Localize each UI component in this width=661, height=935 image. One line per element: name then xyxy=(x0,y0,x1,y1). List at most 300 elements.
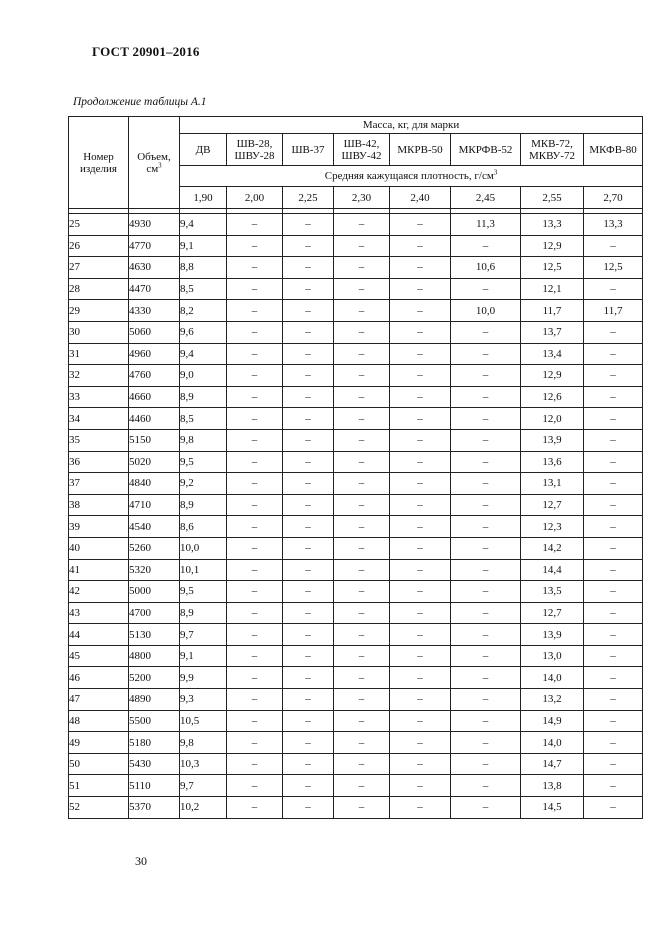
table-cell: 5430 xyxy=(129,753,180,775)
header-volume-sup: 3 xyxy=(158,160,162,169)
table-cell: – xyxy=(227,581,283,603)
table-cell: – xyxy=(390,473,451,495)
header-item-number: Номер изделия xyxy=(69,117,129,209)
table-cell: – xyxy=(451,343,521,365)
table-cell: – xyxy=(451,408,521,430)
table-cell: 9,9 xyxy=(180,667,227,689)
header-density-sup: 3 xyxy=(493,168,498,177)
table-cell: 52 xyxy=(69,797,129,819)
table-cell: – xyxy=(584,732,643,754)
table-cell: 13,2 xyxy=(521,689,584,711)
table-cell: – xyxy=(283,451,334,473)
table-cell: 42 xyxy=(69,581,129,603)
table-cell: – xyxy=(451,494,521,516)
table-cell: 8,8 xyxy=(180,257,227,279)
table-cell: 4700 xyxy=(129,602,180,624)
table-cell: 10,6 xyxy=(451,257,521,279)
table-cell: 5110 xyxy=(129,775,180,797)
table-row xyxy=(69,753,643,775)
table-cell: – xyxy=(334,451,390,473)
table-cell: – xyxy=(283,343,334,365)
table-cell: – xyxy=(334,386,390,408)
table-cell: 28 xyxy=(69,278,129,300)
table-cell: 51 xyxy=(69,775,129,797)
table-cell: – xyxy=(334,429,390,451)
table-cell: 40 xyxy=(69,537,129,559)
table-cell: – xyxy=(283,710,334,732)
table-cell: 9,1 xyxy=(180,235,227,257)
table-cell: – xyxy=(227,473,283,495)
table-cell: – xyxy=(390,537,451,559)
table-cell: – xyxy=(584,494,643,516)
table-cell: 5000 xyxy=(129,581,180,603)
table-cell: – xyxy=(390,516,451,538)
table-cell: – xyxy=(451,365,521,387)
table-cell: 4800 xyxy=(129,645,180,667)
table-cell: 9,4 xyxy=(180,214,227,236)
table-cell: – xyxy=(584,559,643,581)
table-row xyxy=(69,214,643,236)
header-density-value: 2,70 xyxy=(584,187,643,209)
header-mass: Масса, кг, для марки xyxy=(180,117,643,134)
table-cell: – xyxy=(283,386,334,408)
table-cell: – xyxy=(584,710,643,732)
table-cell: 5060 xyxy=(129,321,180,343)
table-cell: – xyxy=(283,365,334,387)
table-cell: – xyxy=(283,257,334,279)
table-cell: 8,2 xyxy=(180,300,227,322)
table-cell: 10,3 xyxy=(180,753,227,775)
table-row xyxy=(69,408,643,430)
table-cell: – xyxy=(451,386,521,408)
table-cell: 45 xyxy=(69,645,129,667)
table-cell: – xyxy=(227,667,283,689)
table-cell: – xyxy=(283,689,334,711)
table-cell: 5320 xyxy=(129,559,180,581)
data-table xyxy=(68,116,643,819)
table-cell: – xyxy=(334,257,390,279)
table-cell: 11,7 xyxy=(521,300,584,322)
table-cell: 34 xyxy=(69,408,129,430)
table-cell: – xyxy=(283,624,334,646)
header-density xyxy=(180,166,643,187)
table-cell: 5500 xyxy=(129,710,180,732)
table-caption: Продолжение таблицы А.1 xyxy=(73,96,207,108)
table-cell: – xyxy=(227,537,283,559)
table-cell: – xyxy=(390,214,451,236)
table-cell: – xyxy=(227,343,283,365)
table-cell: – xyxy=(390,645,451,667)
table-cell: – xyxy=(334,624,390,646)
table-cell: – xyxy=(334,278,390,300)
table-cell: 12,9 xyxy=(521,365,584,387)
table-cell: – xyxy=(227,278,283,300)
table-cell: 4960 xyxy=(129,343,180,365)
table-cell: 12,1 xyxy=(521,278,584,300)
table-cell: – xyxy=(334,667,390,689)
table-cell: – xyxy=(584,797,643,819)
table-cell: – xyxy=(334,753,390,775)
table-row xyxy=(69,602,643,624)
table-cell: – xyxy=(334,710,390,732)
table-cell: 9,5 xyxy=(180,581,227,603)
header-density-value: 1,90 xyxy=(180,187,227,209)
table-cell: – xyxy=(584,473,643,495)
table-cell: – xyxy=(334,581,390,603)
table-cell: – xyxy=(227,753,283,775)
table-cell: 13,0 xyxy=(521,645,584,667)
table-cell: – xyxy=(334,300,390,322)
table-cell: – xyxy=(227,408,283,430)
table-cell: – xyxy=(451,732,521,754)
header-grade: ШВ-37 xyxy=(283,134,334,166)
table-cell: 35 xyxy=(69,429,129,451)
table-cell: – xyxy=(390,710,451,732)
table-cell: – xyxy=(283,775,334,797)
table-cell: – xyxy=(451,235,521,257)
table-cell: – xyxy=(390,429,451,451)
table-cell: – xyxy=(390,689,451,711)
table-cell: – xyxy=(283,753,334,775)
table-cell: – xyxy=(227,257,283,279)
table-row xyxy=(69,278,643,300)
table-cell: – xyxy=(390,321,451,343)
header-grade: МКФВ-80 xyxy=(584,134,643,166)
table-cell: – xyxy=(334,559,390,581)
table-cell: – xyxy=(584,667,643,689)
table-cell: – xyxy=(390,343,451,365)
table-cell: 4770 xyxy=(129,235,180,257)
table-cell: – xyxy=(227,559,283,581)
table-cell: – xyxy=(451,473,521,495)
table-cell: – xyxy=(283,645,334,667)
table-cell: 5200 xyxy=(129,667,180,689)
table-cell: – xyxy=(283,581,334,603)
table-cell: – xyxy=(227,624,283,646)
table-cell: 9,7 xyxy=(180,624,227,646)
table-cell: – xyxy=(451,710,521,732)
table-cell: – xyxy=(390,753,451,775)
table-cell: 14,4 xyxy=(521,559,584,581)
table-cell: 9,8 xyxy=(180,429,227,451)
table-cell: – xyxy=(227,797,283,819)
table-row xyxy=(69,235,643,257)
table-row xyxy=(69,300,643,322)
table-cell: 4470 xyxy=(129,278,180,300)
table-cell: – xyxy=(334,797,390,819)
table-cell: 4840 xyxy=(129,473,180,495)
table-cell: 4630 xyxy=(129,257,180,279)
table-cell: – xyxy=(334,214,390,236)
table-cell: – xyxy=(227,365,283,387)
table-cell: 14,9 xyxy=(521,710,584,732)
table-cell: 4930 xyxy=(129,214,180,236)
table-row xyxy=(69,775,643,797)
table-cell: – xyxy=(283,602,334,624)
table-cell: – xyxy=(227,235,283,257)
table-cell: 13,3 xyxy=(584,214,643,236)
table-cell: 4760 xyxy=(129,365,180,387)
table-body xyxy=(69,209,643,819)
table-cell: 8,9 xyxy=(180,602,227,624)
table-cell: – xyxy=(451,516,521,538)
table-cell: 9,4 xyxy=(180,343,227,365)
table-row xyxy=(69,667,643,689)
table-cell: 13,9 xyxy=(521,429,584,451)
table-row xyxy=(69,257,643,279)
table-cell: 14,7 xyxy=(521,753,584,775)
table-row xyxy=(69,429,643,451)
header-grade: МКРВ-50 xyxy=(390,134,451,166)
table-cell: 8,6 xyxy=(180,516,227,538)
table-cell: – xyxy=(584,408,643,430)
table-row xyxy=(69,365,643,387)
table-cell: – xyxy=(334,689,390,711)
table-cell: – xyxy=(334,365,390,387)
table-cell: 13,5 xyxy=(521,581,584,603)
header-density-value: 2,55 xyxy=(521,187,584,209)
table-cell: – xyxy=(584,602,643,624)
table-cell: – xyxy=(334,645,390,667)
table-cell: – xyxy=(584,343,643,365)
table-cell: 9,6 xyxy=(180,321,227,343)
table-cell: – xyxy=(390,300,451,322)
table-cell: – xyxy=(334,408,390,430)
table-cell: 12,7 xyxy=(521,494,584,516)
header-density-value: 2,00 xyxy=(227,187,283,209)
table-cell: 12,5 xyxy=(521,257,584,279)
table-cell: – xyxy=(334,602,390,624)
table-cell: – xyxy=(584,645,643,667)
table-cell: 5020 xyxy=(129,451,180,473)
table-cell: – xyxy=(227,451,283,473)
table-cell: 50 xyxy=(69,753,129,775)
table-cell: – xyxy=(227,645,283,667)
table-cell: – xyxy=(451,429,521,451)
table-cell: – xyxy=(390,559,451,581)
table-cell: – xyxy=(334,235,390,257)
table-row xyxy=(69,797,643,819)
table-cell: – xyxy=(451,451,521,473)
table-cell: – xyxy=(451,602,521,624)
table-cell: 9,3 xyxy=(180,689,227,711)
table-cell: 5180 xyxy=(129,732,180,754)
table-cell: 38 xyxy=(69,494,129,516)
table-cell: – xyxy=(451,775,521,797)
table-cell: – xyxy=(390,451,451,473)
table-cell: 11,3 xyxy=(451,214,521,236)
table-cell: 14,5 xyxy=(521,797,584,819)
table-row xyxy=(69,451,643,473)
table-cell: – xyxy=(451,559,521,581)
table-cell: 41 xyxy=(69,559,129,581)
table-cell: 25 xyxy=(69,214,129,236)
table-cell: 14,0 xyxy=(521,667,584,689)
table-cell: 47 xyxy=(69,689,129,711)
table-cell: 5260 xyxy=(129,537,180,559)
header-volume xyxy=(129,117,180,209)
table-cell: 14,0 xyxy=(521,732,584,754)
table-cell: – xyxy=(283,732,334,754)
table-cell: – xyxy=(227,775,283,797)
table-cell: – xyxy=(451,797,521,819)
table-cell: – xyxy=(283,667,334,689)
table-cell: – xyxy=(451,689,521,711)
header-grade: ДВ xyxy=(180,134,227,166)
table-cell: – xyxy=(390,602,451,624)
table-cell: – xyxy=(283,516,334,538)
table-cell: – xyxy=(283,278,334,300)
table-cell: 13,3 xyxy=(521,214,584,236)
table-cell: 4540 xyxy=(129,516,180,538)
table-cell: – xyxy=(227,429,283,451)
table-cell: 27 xyxy=(69,257,129,279)
table-cell: 12,3 xyxy=(521,516,584,538)
table-cell: 4710 xyxy=(129,494,180,516)
table-cell: 4460 xyxy=(129,408,180,430)
header-grade: МКРФВ-52 xyxy=(451,134,521,166)
table-cell: 36 xyxy=(69,451,129,473)
table-cell: – xyxy=(283,235,334,257)
table-cell: 44 xyxy=(69,624,129,646)
table-cell: 39 xyxy=(69,516,129,538)
table-cell: 32 xyxy=(69,365,129,387)
table-cell: – xyxy=(451,537,521,559)
table-cell: – xyxy=(227,214,283,236)
table-cell: – xyxy=(283,473,334,495)
document-header: ГОСТ 20901–2016 xyxy=(92,44,200,59)
table-cell: 13,9 xyxy=(521,624,584,646)
table-row xyxy=(69,386,643,408)
table-cell: – xyxy=(584,537,643,559)
table-cell: 9,8 xyxy=(180,732,227,754)
table-cell: 29 xyxy=(69,300,129,322)
table-cell: 4890 xyxy=(129,689,180,711)
header-density-label: Средняя кажущаяся плотность, г/см xyxy=(324,170,494,182)
table-cell: – xyxy=(283,559,334,581)
table-cell: – xyxy=(334,321,390,343)
table-cell: – xyxy=(451,753,521,775)
table-cell: – xyxy=(334,775,390,797)
table-cell: 13,7 xyxy=(521,321,584,343)
table-row xyxy=(69,516,643,538)
header-grade: ШВ-42, ШВУ-42 xyxy=(334,134,390,166)
table-cell: – xyxy=(390,365,451,387)
table-cell: – xyxy=(390,257,451,279)
table-cell: – xyxy=(584,365,643,387)
table-cell: 12,0 xyxy=(521,408,584,430)
table-cell: 48 xyxy=(69,710,129,732)
table-cell: – xyxy=(283,537,334,559)
table-cell: – xyxy=(227,321,283,343)
table-cell: – xyxy=(227,300,283,322)
table-cell: 49 xyxy=(69,732,129,754)
table-row xyxy=(69,710,643,732)
table-cell: 13,1 xyxy=(521,473,584,495)
table-cell: – xyxy=(584,516,643,538)
table-row xyxy=(69,473,643,495)
table-cell: – xyxy=(584,581,643,603)
table-cell: 8,9 xyxy=(180,386,227,408)
table-cell: – xyxy=(283,408,334,430)
table-cell: – xyxy=(390,581,451,603)
table-row xyxy=(69,624,643,646)
table-cell: 9,2 xyxy=(180,473,227,495)
table-cell: 13,4 xyxy=(521,343,584,365)
table-cell: – xyxy=(227,494,283,516)
table-cell: – xyxy=(584,624,643,646)
table-cell: – xyxy=(451,278,521,300)
table-cell: 8,5 xyxy=(180,278,227,300)
table-cell: – xyxy=(283,300,334,322)
table-cell: 9,0 xyxy=(180,365,227,387)
table-cell: – xyxy=(390,624,451,646)
table-row xyxy=(69,581,643,603)
table-row xyxy=(69,689,643,711)
table-cell: – xyxy=(334,732,390,754)
table-cell: – xyxy=(227,516,283,538)
table-cell: 13,6 xyxy=(521,451,584,473)
table-cell: – xyxy=(283,429,334,451)
table-cell: – xyxy=(227,710,283,732)
table-cell: 8,5 xyxy=(180,408,227,430)
table-cell: – xyxy=(283,797,334,819)
table-row xyxy=(69,537,643,559)
table-cell: – xyxy=(227,732,283,754)
table-cell: 11,7 xyxy=(584,300,643,322)
table-cell: 46 xyxy=(69,667,129,689)
table-cell: – xyxy=(451,581,521,603)
table-cell: 12,7 xyxy=(521,602,584,624)
table-cell: 13,8 xyxy=(521,775,584,797)
table-cell: – xyxy=(390,797,451,819)
table-cell: 9,7 xyxy=(180,775,227,797)
table-row xyxy=(69,321,643,343)
table-cell: 12,5 xyxy=(584,257,643,279)
table-cell: – xyxy=(451,624,521,646)
table-cell: – xyxy=(584,386,643,408)
table-cell: 26 xyxy=(69,235,129,257)
header-density-value: 2,40 xyxy=(390,187,451,209)
table-cell: – xyxy=(227,689,283,711)
table-cell: 43 xyxy=(69,602,129,624)
table-cell: – xyxy=(334,516,390,538)
table-cell: 10,1 xyxy=(180,559,227,581)
table-cell: – xyxy=(584,278,643,300)
table-cell: – xyxy=(390,235,451,257)
table-cell: – xyxy=(390,667,451,689)
table-cell: 14,2 xyxy=(521,537,584,559)
table-cell: 12,9 xyxy=(521,235,584,257)
table-cell: – xyxy=(451,667,521,689)
table-cell: 5130 xyxy=(129,624,180,646)
table-cell: 10,0 xyxy=(451,300,521,322)
table-cell: – xyxy=(334,343,390,365)
header-grade: ШВ-28, ШВУ-28 xyxy=(227,134,283,166)
header-grade: МКВ-72, МКВУ-72 xyxy=(521,134,584,166)
table-cell: – xyxy=(283,321,334,343)
table-cell: 5150 xyxy=(129,429,180,451)
table-cell: – xyxy=(584,235,643,257)
table-cell: – xyxy=(283,214,334,236)
table-cell: – xyxy=(584,689,643,711)
table-cell: 4660 xyxy=(129,386,180,408)
table-cell: 9,1 xyxy=(180,645,227,667)
header-density-value: 2,45 xyxy=(451,187,521,209)
table-cell: 33 xyxy=(69,386,129,408)
header-density-value: 2,25 xyxy=(283,187,334,209)
table-cell: 8,9 xyxy=(180,494,227,516)
